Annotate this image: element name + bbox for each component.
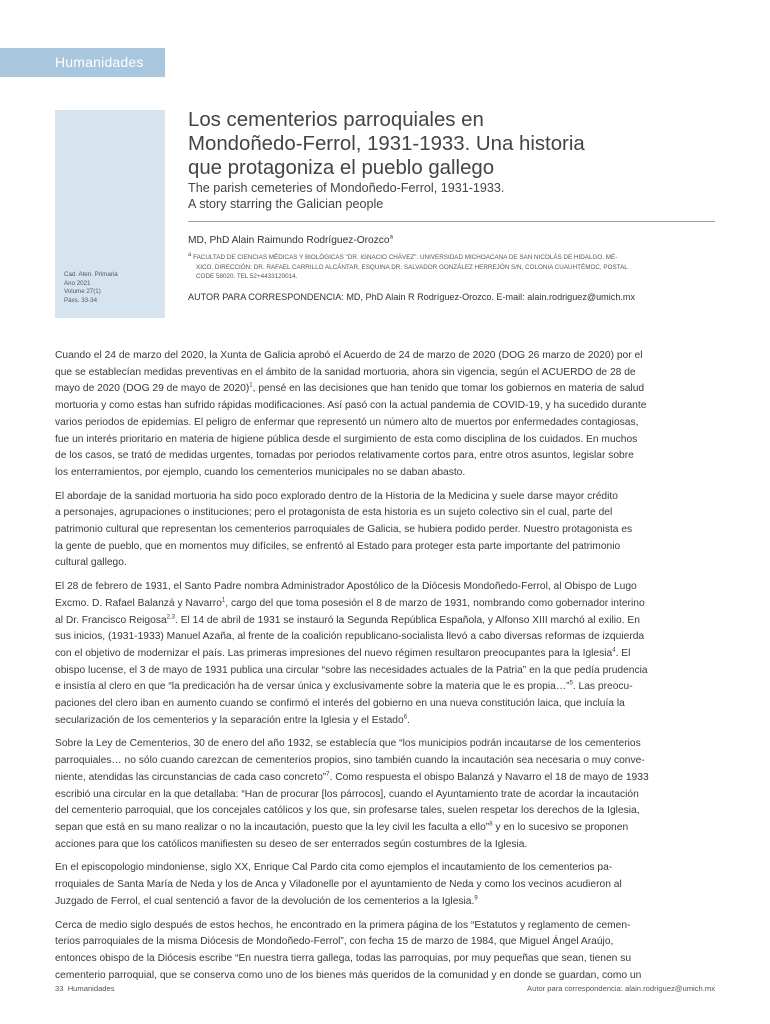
reference-mark: 8: [489, 821, 493, 828]
text-line: cementerio parroquial, que se conserva como uno de los bienes más queridos de la comunidad y en donde se guardan, como un: [55, 969, 642, 981]
text-line: patrimonio cultural que representan los cementerios parroquiales de Galicia, se hubiera podido perder. Nuestro protagonista es: [55, 524, 633, 536]
text-line: obispo lucense, el 3 de mayo de 1931 publica una circular “sobre las necesidades actuales de la Patria” en la que pedía prudencia: [55, 664, 648, 676]
text-line: del cementerio parroquial, que los concejales católicos y los que, sin profesarse tales, suelen respetar los derechos de la Iglesia,: [55, 805, 640, 817]
reference-mark: 5: [569, 680, 573, 687]
reference-mark: 1: [249, 383, 253, 389]
text-line: Cerca de medio siglo después de estos hechos, he encontrado en la primera página de los “Estatutos y reglamento de cemen-: [55, 919, 631, 931]
text-line: fue un interés prioritario en materia de higiene pública desde el surgimiento de esta como disciplina de los cuidados. En muchos: [55, 433, 638, 445]
reference-mark: 7: [326, 771, 330, 778]
text-line: cultural gallego.: [55, 557, 127, 569]
correspondence: AUTOR PARA CORRESPONDENCIA: MD, PhD Alain R Rodríguez-Orozco. E-mail: alain.rodriguez@umich.mx: [188, 292, 636, 302]
reference-mark: 2,3: [166, 614, 175, 621]
text-line: entonces obispo de la Diócesis escribe “En nuestra tierra gallega, todas las parroquias, por muy pequeñas que sean, tienen su: [55, 952, 632, 964]
paragraph: [55, 348, 715, 482]
text-line: que se establecían medidas preventivas en el ámbito de la sanidad mortuoria, ahora sin vigencia, según el ACUERDO de 28 de: [55, 366, 636, 378]
paragraph: [55, 860, 715, 910]
reference-mark: 4: [612, 647, 616, 654]
title-line: Mondoñedo-Ferrol, 1931-1933. Una historia: [188, 133, 585, 155]
journal-meta-line: Cad. Aten. Primaria: [64, 271, 118, 278]
text-line: escribió una circular en la que detallaba: “Han de procurar [los párrocos], cuando el Ayuntamiento trate de acordar la incautación: [55, 788, 639, 800]
author-line: [188, 235, 393, 246]
text-line: mortuoria y como estas han sufrido rápidas modificaciones. Así pasó con la actual pandemia de COVID-19, y ha sucedido durante: [55, 400, 647, 412]
title-line: que protagoniza el pueblo gallego: [188, 157, 495, 179]
text-line: sus inicios, (1931-1933) Manuel Azaña, al frente de la coalición republicano-socialista llevó a cabo diversas reformas de izquierda: [55, 631, 645, 643]
text-line: con el objetivo de modernizar el país. Las primeras impresiones del nuevo régimen resultaron preocupantes para la Iglesia$^4$. El: [55, 647, 631, 659]
text-line: paciones del clero iban en aumento cuando se confirmó el interés del gobierno en una nueva constitución laica, que incluía la: [55, 698, 625, 710]
journal-meta-line: Páxs. 33-34: [64, 296, 98, 304]
author-name: MD, PhD Alain Raimundo Rodríguez-Orozco: [188, 235, 390, 246]
reference-mark: 9: [474, 895, 478, 902]
text-line: sepan que está en su mano realizar o no la incautación, puesto que la ley civil les faculta a ello”$^8$ y en lo sucesivo se proponen: [55, 821, 629, 833]
text-line: la gente de pueblo, que en momentos muy difíciles, se enfrentó al Estado para proteger esta parte importante del patrimonio: [55, 540, 621, 552]
journal-meta: [64, 271, 160, 305]
text-line: mayo de 2020 (DOG 29 de mayo de 2020)$^1$, pensé en las decisiones que han tenido que tomar los gobiernos en materia de salud: [55, 383, 645, 395]
footer-section: Humanidades: [67, 984, 115, 993]
text-line: de los casos, se trató de medidas urgentes, tomadas por periodos relativamente cortos para, entre otros asuntos, legislar sobre: [55, 450, 634, 462]
affil-mark: a: [188, 251, 192, 258]
text-line: rroquiales de Santa María de Neda y los de Anca y Viladonelle por el ayuntamiento de Neda y como los vecinos acudieron al: [55, 879, 622, 891]
text-line: secularización de los cementerios y la separación entre la Iglesia y el Estado$^6$.: [55, 714, 410, 726]
text-line: los enterramientos, por ejemplo, cuando los cementerios municipales no se daban abasto.: [55, 466, 466, 478]
reference-mark: 1: [221, 597, 226, 604]
footer-page: [55, 984, 115, 993]
text-line: En el episcopologio mindoniense, siglo XX, Enrique Cal Pardo cita como ejemplos el incautamiento de los cementerios pa-: [55, 862, 613, 874]
title-divider: [188, 221, 715, 222]
affiliation-line: XICO. DIRECCIÓN: DR. RAFAEL CARRILLO ALCÁNTAR, ESQUINA DR. SALVADOR GONZÁLEZ HERREJÓN S/N, COLONIA CUAUHTÉMOC, POSTAL: [196, 263, 628, 271]
title-line: Los cementerios parroquiales en: [188, 109, 484, 131]
page-number: 33: [55, 984, 64, 993]
text-line: Sobre la Ley de Cementerios, 30 de enero del año 1932, se establecía que “los municipios podrán incautarse de los cementerios: [55, 738, 641, 750]
text-line: Excmo. D. Rafael Balanzá y Navarro$^1$, cargo del que toma posesión el 8 de marzo de 1931, nombrando como gobernador interino: [55, 597, 645, 609]
paragraph: [55, 579, 715, 729]
text-line: Juzgado de Ferrol, el cual sentenció a favor de la devolución de los cementerios a la Iglesia.$^9$: [55, 895, 478, 907]
text-line: terios parroquiales de la misma Diócesis de Mondoñedo-Ferrol”, con fecha 15 de marzo de 1984, que Miguel Ángel Araújo,: [55, 936, 614, 948]
paragraph: [55, 918, 715, 985]
text-line: El abordaje de la sanidad mortuoria ha sido poco explorado dentro de la Historia de la Medicina y suele darse mayor crédito: [55, 490, 618, 502]
text-line: e insistía al clero en que “la predicación ha de versar única y exclusivamente sobre la materia que le es propia…”$^5$. Las preocu-: [55, 680, 633, 693]
subtitle-line: A story starring the Galician people: [188, 196, 384, 211]
article-body: [55, 348, 715, 991]
reference-mark: 6: [403, 714, 408, 721]
journal-meta-line: Ano 2021: [64, 279, 91, 287]
affiliation: [188, 253, 715, 282]
affiliation-line: CODE 58020. TEL 52+4433120014.: [196, 273, 298, 281]
article-subtitle: [188, 181, 708, 212]
text-line: El 28 de febrero de 1931, el Santo Padre nombra Administrador Apostólico de la Diócesis Mondoñedo-Ferrol, al Obispo de Lugo: [55, 581, 637, 593]
text-line: acciones para que los católicos manifiesten su deseo de ser enterrados según costumbres de la Iglesia.: [55, 838, 528, 850]
article-title: [188, 108, 708, 180]
text-line: varios periodos de epidemias. El peligro de enfermar que representó un número alto de muertos por enfermedades contagiosas,: [55, 416, 639, 428]
paragraph: [55, 736, 715, 853]
text-line: parroquiales… no sólo cuando carezcan de cementerios propios, sino también cuando la incautación sea necesaria o muy conve-: [55, 755, 645, 767]
author-affil-mark: a: [389, 234, 393, 241]
section-tab: Humanidades: [0, 48, 165, 77]
affiliation-line: $^a$ FACULTAD DE CIENCIAS MÉDICAS Y BIOLÓGICAS "DR. IGNACIO CHÁVEZ". UNIVERSIDAD MICHOACANA DE SAN NICOLÁS DE HIDALGO. MÉ-: [188, 251, 618, 261]
journal-meta-line: Volume 27(1): [64, 288, 101, 296]
text-line: a personajes, agrupaciones o instituciones; pero el protagonista de esta historia es un sujeto colectivo sin el cual, parte del: [55, 507, 613, 519]
subtitle-line: The parish cemeteries of Mondoñedo-Ferrol, 1931-1933.: [188, 181, 505, 195]
text-line: Cuando el 24 de marzo del 2020, la Xunta de Galicia aprobó el Acuerdo de 24 de marzo de 2020 (DOG 26 marzo de 2020) por el: [55, 350, 643, 361]
paragraph: [55, 489, 715, 573]
footer-correspondence: Autor para correspondencia: alain.rodriguez@umich.mx: [527, 984, 715, 993]
text-line: niente, atendidas las circunstancias de cada caso concreto”$^7$. Como respuesta el obispo Balanzá y Navarro el 18 de mayo de 1933: [55, 771, 649, 783]
text-line: al Dr. Francisco Reigosa$^{2,3}$. El 14 de abril de 1931 se instauró la Segunda República Española, y Alfonso XIII marchó al exilio. En: [55, 614, 640, 626]
